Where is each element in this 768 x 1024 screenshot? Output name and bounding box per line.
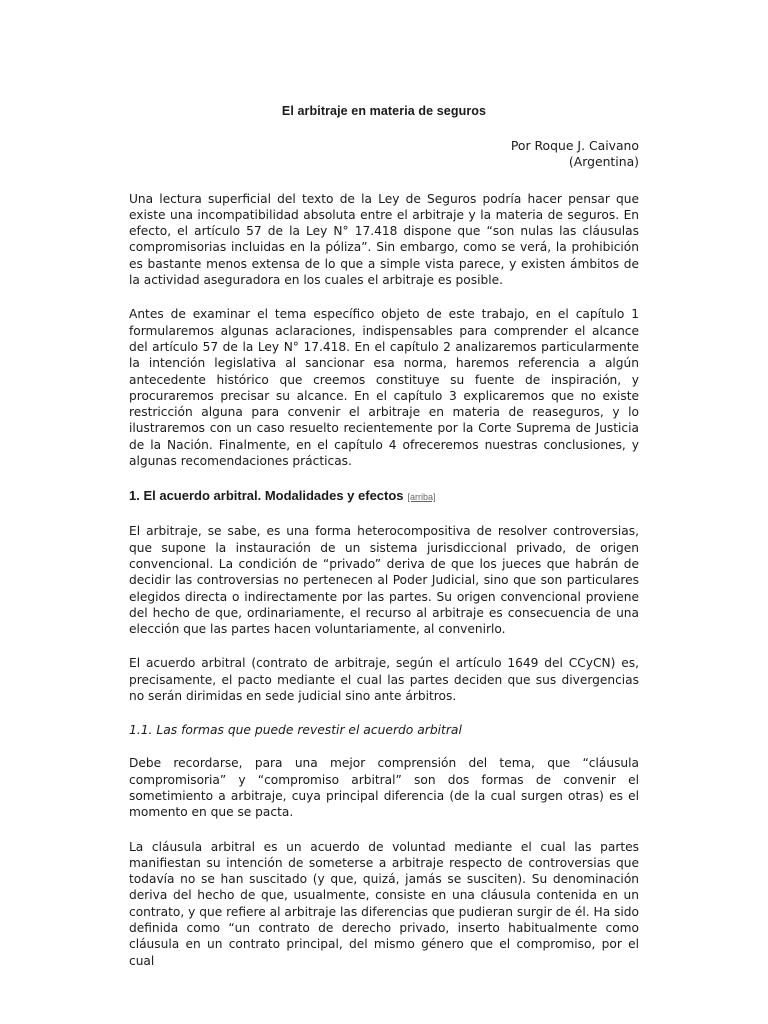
back-to-top-link[interactable]: [arriba] bbox=[407, 492, 436, 503]
intro-paragraph-1: Una lectura superficial del texto de la Ley de Seguros podría hacer pensar que existe una incompatibilidad absoluta entre el arbitraje y la materia de seguros. En efecto, el artículo 57 de la Ley N° 17.418 dispone que “son nulas las cláusulas compromisorias incluidas en la póliza”. Sin embargo, como se verá, la prohibición es bastante menos extensa de lo que a simple vista parece, y existen ámbitos de la actividad aseguradora en los cuales el arbitraje es posible. bbox=[129, 191, 639, 288]
document-title: El arbitraje en materia de seguros bbox=[281, 104, 487, 118]
section-1-paragraph-1: El arbitraje, se sabe, es una forma heterocompositiva de resolver controversias, que supone la instauración de un sistema jurisdiccional privado, de origen convencional. La condición de “privado” deriva de que los jueces que habrán de decidir las controversias no pertenecen al Poder Judicial, sino que son particulares elegidos directa o indirectamente por las partes. Su origen convencional proviene del hecho de que, ordinariamente, el recurso al arbitraje es consecuencia de una elección que las partes hacen voluntariamente, al convenirlo. bbox=[129, 524, 639, 637]
author-country: (Argentina) bbox=[568, 154, 639, 170]
author-block bbox=[129, 138, 639, 171]
section-1-title: 1. El acuerdo arbitral. Modalidades y efectos bbox=[129, 488, 404, 504]
author-name: Por Roque J. Caivano bbox=[510, 138, 639, 153]
intro-paragraph-2: Antes de examinar el tema específico objeto de este trabajo, en el capítulo 1 formularemos algunas aclaraciones, indispensables para comprender el alcance del artículo 57 de la Ley N° 17.418. En el capítulo 2 analizaremos particularmente la intención legislativa al sancionar esa norma, haremos referencia a algún antecedente histórico que creemos constituye su fuente de inspiración, y procuraremos precisar su alcance. En el capítulo 3 explicaremos que no existe restricción alguna para convenir el arbitraje en materia de reaseguros, y lo ilustraremos con un caso resuelto recientemente por la Corte Suprema de Justicia de la Nación. Finalmente, en el capítulo 4 ofreceremos nuestras conclusiones, y algunas recomendaciones prácticas. bbox=[129, 307, 639, 469]
section-1-paragraph-2: El acuerdo arbitral (contrato de arbitraje, según el artículo 1649 del CCyCN) es, precisamente, el pacto mediante el cual las partes deciden que sus divergencias no serán dirimidas en sede judicial sino ante árbitros. bbox=[129, 656, 639, 704]
document-page bbox=[129, 104, 639, 987]
subsection-1-1-paragraph-1: Debe recordarse, para una mejor comprensión del tema, que “cláusula compromisoria” y “compromiso arbitral” son dos formas de convenir el sometimiento a arbitraje, cuya principal diferencia (de la cual surgen otras) es el momento en que se pacta. bbox=[129, 756, 639, 820]
subsection-1-1-paragraph-2: La cláusula arbitral es un acuerdo de voluntad mediante el cual las partes manifiestan su intención de someterse a arbitraje respecto de controversias que todavía no se han suscitado (y que, quizá, jamás se susciten). Su denominación deriva del hecho de que, usualmente, consiste en una cláusula contenida en un contrato, y que refiere al arbitraje las diferencias que pudieran surgir de él. Ha sido definida como “un contrato de derecho privado, inserto habitualmente como cláusula en un contrato principal, del mismo género que el compromiso, por el cual bbox=[129, 839, 639, 968]
section-1-heading bbox=[129, 487, 639, 506]
subsection-1-1-heading: 1.1. Las formas que puede revestir el acuerdo arbitral bbox=[129, 723, 462, 738]
